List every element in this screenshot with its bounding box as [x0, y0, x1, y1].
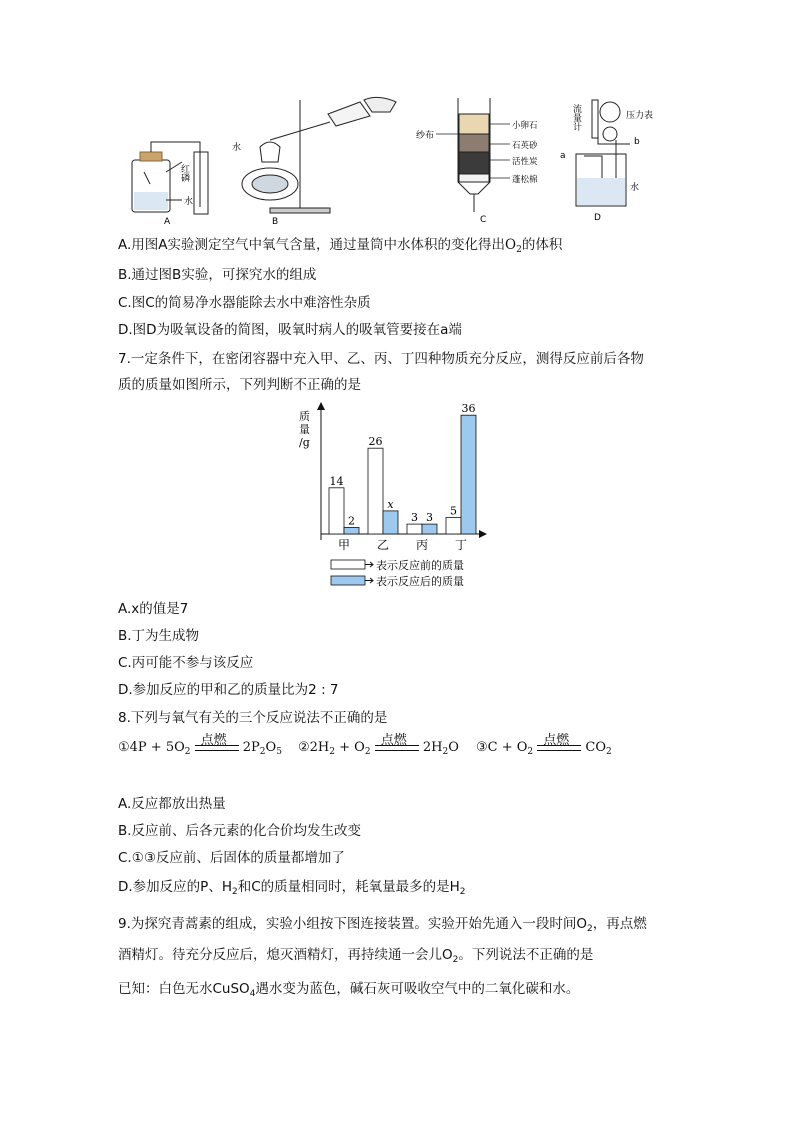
category-label-2: 丙	[415, 538, 429, 552]
q6-option-a: A.用图A实验测定空气中氧气含量，通过量筒中水体积的变化得出$O_2$的体积	[118, 237, 563, 255]
a-water-label: 水	[184, 197, 194, 207]
q9-stem-line1: 9.为探究青蒿素的组成，实验小组按下图连接装置。实验开始先通入一段时间$O_2$，再点燃	[118, 916, 647, 934]
c-gauze-label: 纱布	[416, 131, 435, 141]
q7-stem-line2: 质的质量如图所示，下列判断不正确的是	[118, 377, 361, 393]
q6-option-b: B.通过图B实验，可探究水的组成	[118, 267, 317, 283]
q9-stem-line2: 酒精灯。待充分反应后，熄灭酒精灯，再持续通一会儿$O_2$。下列说法不正确的是	[118, 947, 594, 965]
figure-c-water-filter	[458, 98, 490, 212]
q7-option-d: D.参加反应的甲和乙的质量比为2 : 7	[118, 682, 339, 698]
c-carbon-label: 活性炭	[512, 157, 538, 167]
bar-after-0	[344, 527, 359, 534]
category-label-0: 甲	[337, 538, 351, 552]
legend-arrow-0	[365, 562, 373, 567]
bar-before-1	[368, 448, 383, 534]
d-gauge-label: 压力表	[626, 111, 654, 121]
q7-option-a: A.x的值是7	[118, 601, 189, 617]
b-water-label: 水	[232, 143, 242, 153]
bar-label-after-2: 3	[426, 511, 433, 525]
bar-after-3	[461, 415, 476, 534]
figure-d-oxygen-device	[576, 100, 630, 206]
legend-label-0: 表示反应前的质量	[376, 559, 464, 572]
bar-label-after-1: x	[387, 497, 394, 511]
legend-swatch-1	[331, 576, 365, 585]
figure-a-oxygen-apparatus	[132, 142, 208, 214]
d-water-label: 水	[630, 183, 640, 193]
c-cotton-label: 蓬松棉	[512, 175, 538, 185]
bar-label-after-0: 2	[348, 514, 355, 528]
bar-before-2	[407, 524, 422, 534]
d-port-a-label: a	[560, 151, 566, 161]
q8-option-a: A.反应都放出热量	[118, 796, 226, 812]
c-quartz-label: 石英砂	[512, 141, 538, 151]
q7-stem-line1: 7.一定条件下，在密闭容器中充入甲、乙、丙、丁四种物质充分反应，测得反应前后各物	[118, 351, 644, 367]
q8-option-c: C.①③反应前、后固体的质量都增加了	[118, 850, 345, 866]
category-label-1: 乙	[376, 538, 390, 552]
figure-a-label: A	[164, 217, 171, 227]
figure-d-label: D	[594, 213, 601, 223]
x-axis-arrow	[479, 530, 487, 538]
a-red-phosphorus-label: 红磷	[179, 164, 189, 182]
q7-option-b: B.丁为生成物	[118, 628, 200, 644]
figure-b-water-apparatus	[242, 97, 396, 213]
q8-option-b: B.反应前、后各元素的化合价均发生改变	[118, 823, 362, 839]
bar-before-0	[329, 488, 344, 534]
figure-b-label: B	[272, 217, 279, 227]
q8-option-d: D.参加反应的P、$H_2$和C的质量相同时，耗氧量最多的是$H_2$	[118, 879, 466, 897]
bar-after-2	[422, 524, 437, 534]
legend-label-1: 表示反应后的质量	[376, 575, 464, 588]
bar-label-after-3: 36	[461, 402, 476, 416]
d-flowmeter-label: 流量计	[571, 104, 581, 131]
q6-option-d: D.图D为吸氧设备的简图，吸氧时病人的吸氧管要接在a端	[118, 322, 462, 338]
y-axis-arrow	[317, 402, 325, 410]
bar-label-before-0: 14	[329, 474, 344, 488]
bar-label-before-1: 26	[368, 435, 383, 449]
chart-ylabel: 质量/g	[299, 410, 310, 449]
equation-3: ③C + $O_2$ 点燃 $CO_2$	[476, 733, 612, 757]
equation-1: ①4P + $5O_2$ 点燃 $2P_2O_5$	[118, 733, 282, 757]
q7-option-c: C.丙可能不参与该反应	[118, 655, 254, 671]
mass-bar-chart	[295, 400, 495, 595]
bar-before-3	[446, 518, 461, 535]
category-label-3: 丁	[454, 538, 468, 552]
equation-2: $②2H_2 + O_2$ 点燃 $2H_2O$	[298, 733, 459, 757]
figure-c-label: C	[480, 215, 487, 225]
legend-swatch-0	[331, 560, 365, 569]
q6-option-c: C.图C的简易净水器能除去水中难溶性杂质	[118, 295, 371, 311]
legend-arrow-1	[365, 578, 373, 583]
q9-known: 已知：白色无水CuSO$_4$遇水变为蓝色，碱石灰可吸收空气中的二氧化碳和水。	[118, 981, 580, 999]
bar-after-1	[383, 511, 398, 534]
d-port-b-label: b	[634, 137, 640, 147]
bar-label-before-3: 5	[450, 504, 457, 518]
bar-label-before-2: 3	[411, 511, 418, 525]
apparatus-figures	[120, 92, 680, 227]
c-pebble-label: 小卵石	[512, 121, 538, 131]
q8-stem: 8.下列与氧气有关的三个反应说法不正确的是	[118, 710, 388, 726]
